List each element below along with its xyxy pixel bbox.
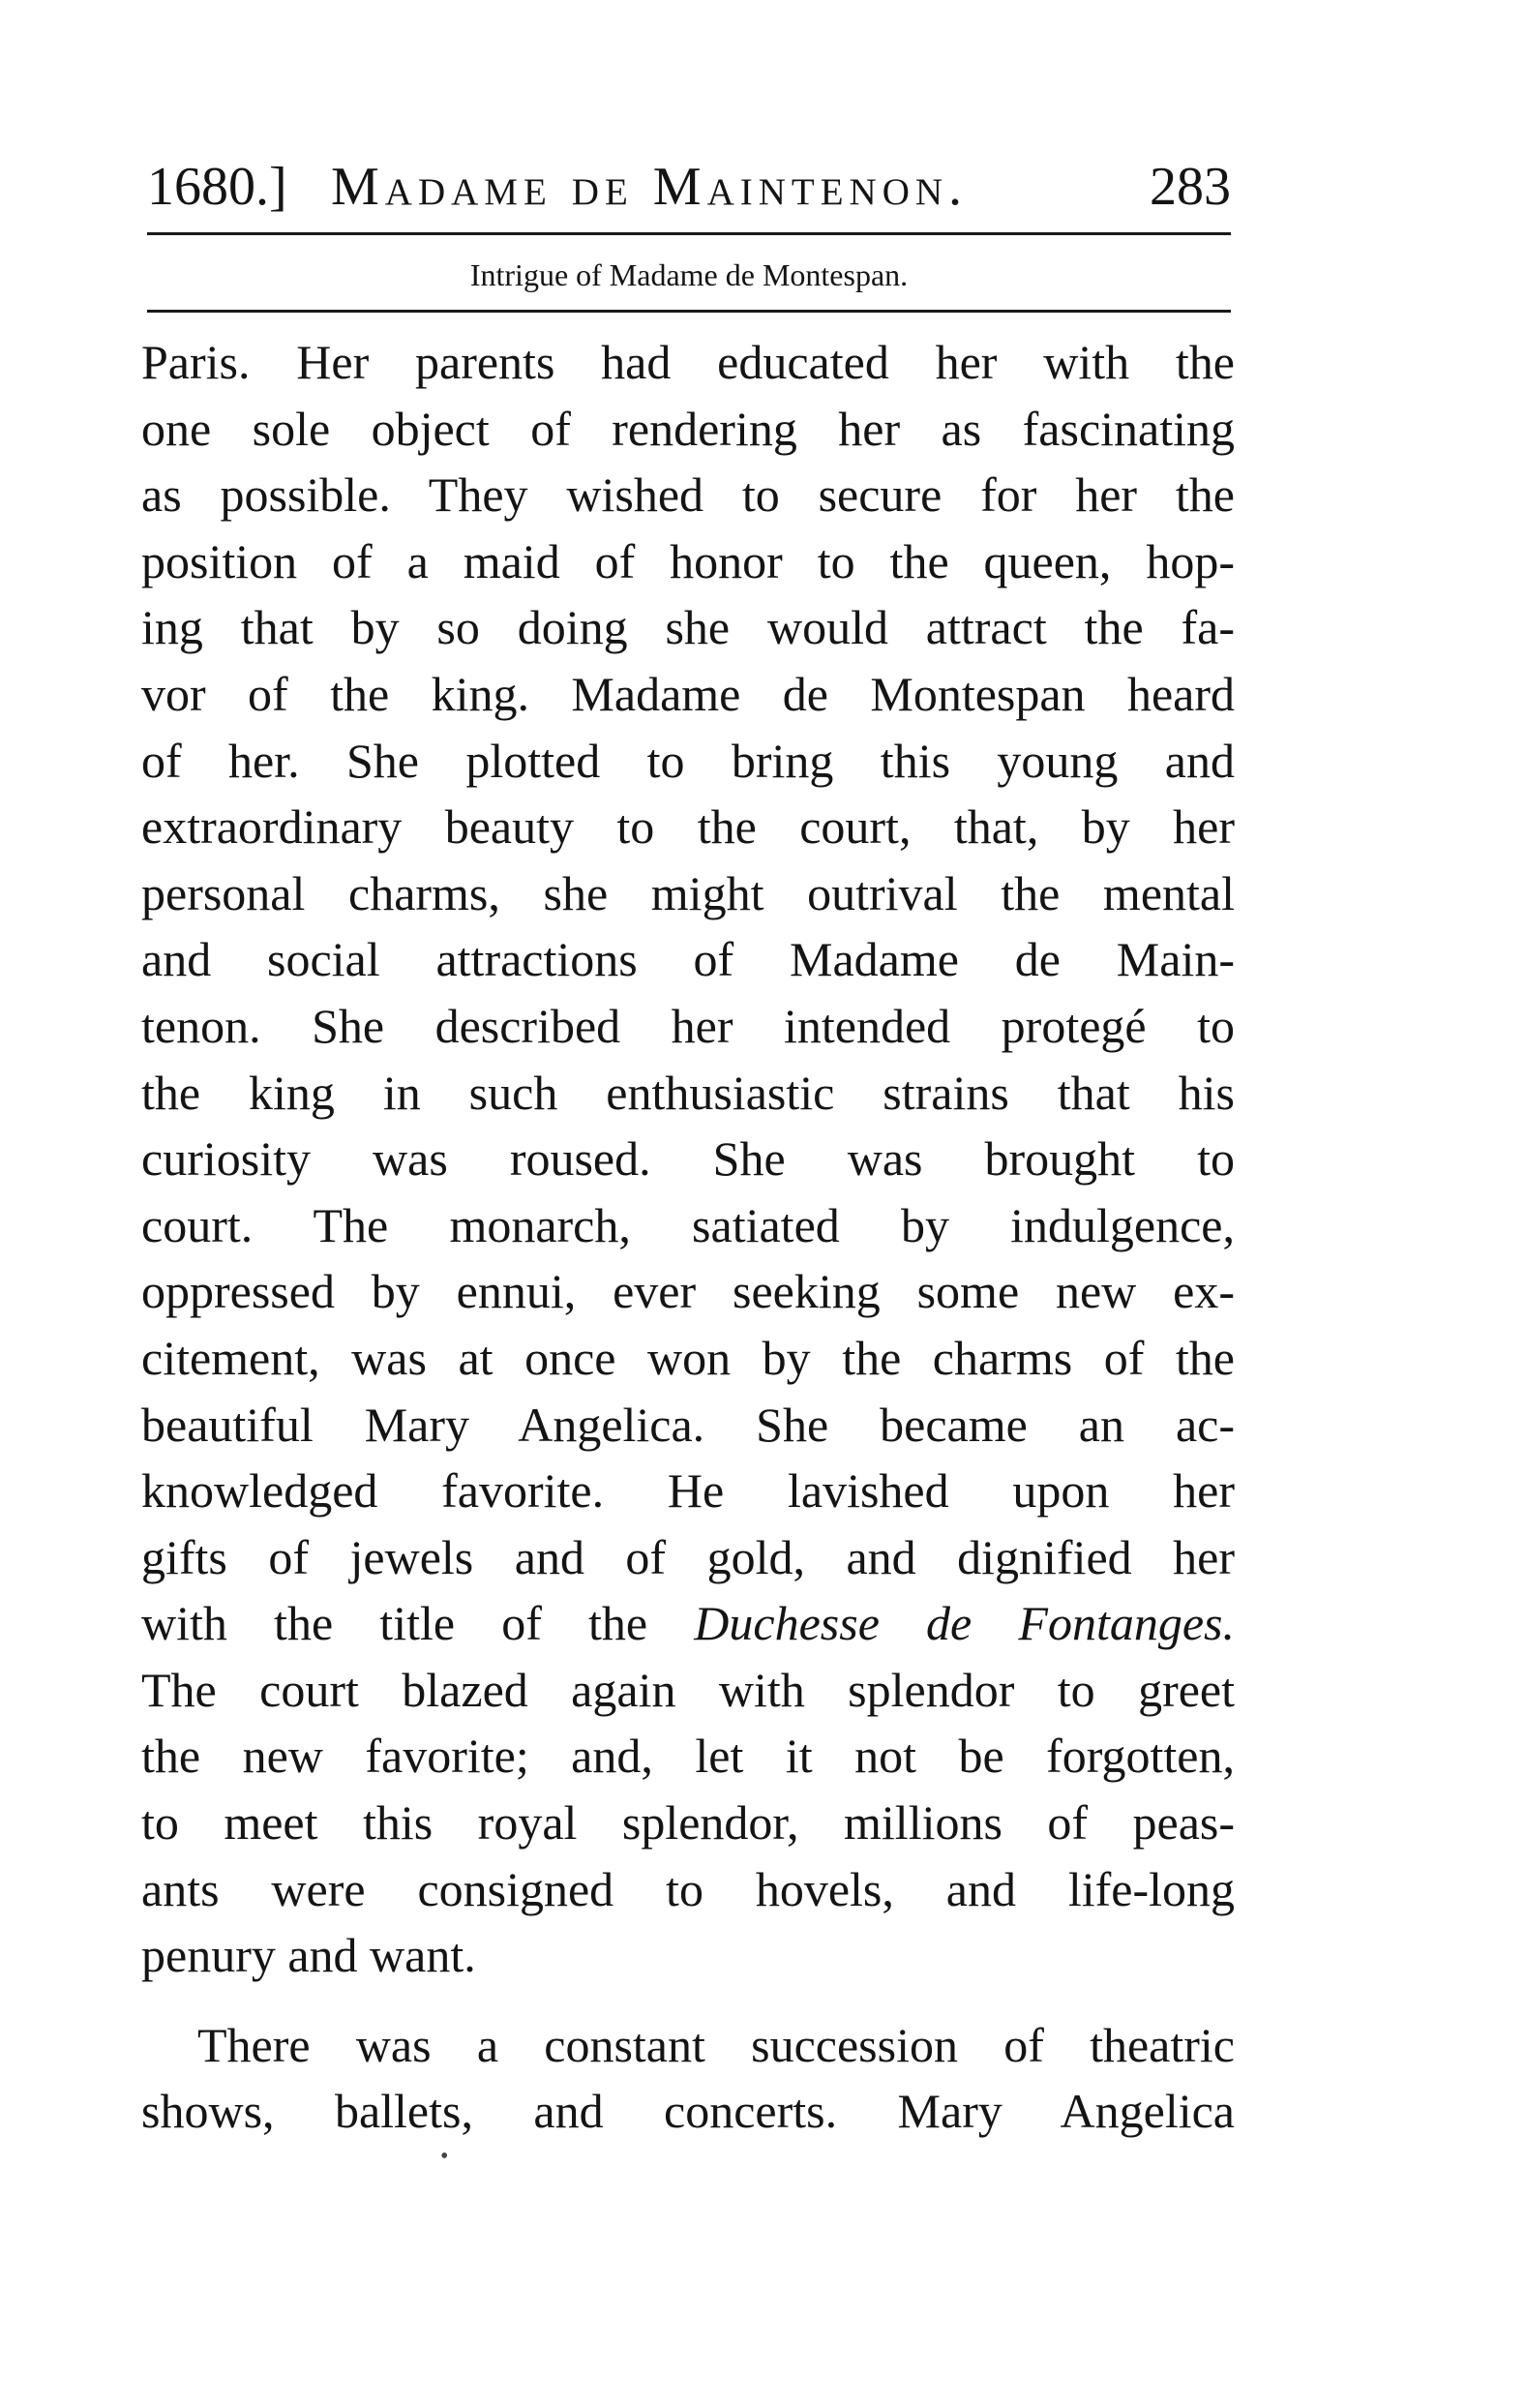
text-line: ants were consigned to hovels, and life-long bbox=[141, 1861, 1235, 1916]
text-line: personal charms, she might outrival the mental bbox=[141, 865, 1235, 920]
text-line: ing that by so doing she would attract the fa- bbox=[141, 600, 1235, 655]
header-title: Madame de Maintenon. bbox=[331, 157, 969, 217]
running-header bbox=[147, 153, 1231, 221]
text-line: vor of the king. Madame de Montespan heard bbox=[141, 666, 1235, 721]
text-line: citement, was at once won by the charms of the bbox=[141, 1330, 1235, 1385]
text-line: There was a constant succession of theatric bbox=[197, 2017, 1235, 2072]
page-number: 283 bbox=[1150, 157, 1231, 217]
subheading-rule bbox=[147, 310, 1231, 313]
section-subheading: Intrigue of Madame de Montespan. bbox=[469, 257, 909, 292]
text-line: curiosity was roused. She was brought to bbox=[141, 1131, 1235, 1187]
text-line: knowledged favorite. He lavished upon her bbox=[141, 1463, 1235, 1519]
text-line: The court blazed again with splendor to greet bbox=[141, 1662, 1235, 1717]
text-line: extraordinary beauty to the court, that, by her bbox=[141, 799, 1235, 855]
text-line: the king in such enthusiastic strains that his bbox=[141, 1065, 1235, 1120]
text-line: beautiful Mary Angelica. She became an ac- bbox=[141, 1397, 1235, 1452]
text-line: to meet this royal splendor, millions of peas- bbox=[141, 1795, 1235, 1851]
header-rule bbox=[147, 232, 1231, 235]
body-text bbox=[141, 329, 1235, 2145]
text-line: as possible. They wished to secure for her the bbox=[141, 467, 1235, 523]
ink-speck: • bbox=[440, 2144, 449, 2169]
text-line-with-title bbox=[141, 1590, 1235, 1657]
text-line: gifts of jewels and of gold, and dignified her bbox=[141, 1529, 1235, 1584]
text-line: tenon. She described her intended protegé to bbox=[141, 998, 1235, 1053]
text-line: one sole object of rendering her as fascinating bbox=[141, 401, 1235, 456]
text-line: Paris. Her parents had educated her with the bbox=[141, 335, 1235, 389]
italic-title: Duchesse de Fontanges. bbox=[694, 1596, 1236, 1651]
text-line: of her. She plotted to bring this young and bbox=[141, 733, 1235, 788]
text-line: shows, ballets, and concerts. Mary Angelica bbox=[141, 2084, 1235, 2139]
text-line: and social attractions of Madame de Main- bbox=[141, 932, 1235, 987]
text-line: the new favorite; and, let it not be forgotten, bbox=[141, 1729, 1235, 1784]
text-line: position of a maid of honor to the queen, hop- bbox=[141, 533, 1235, 588]
text-line: court. The monarch, satiated by indulgence, bbox=[141, 1197, 1235, 1252]
line-prefix: with the title of the bbox=[141, 1596, 648, 1651]
header-year: 1680.] bbox=[147, 157, 287, 217]
text-line: oppressed by ennui, ever seeking some new ex- bbox=[141, 1264, 1235, 1319]
text-line: penury and want. bbox=[141, 1928, 476, 1983]
